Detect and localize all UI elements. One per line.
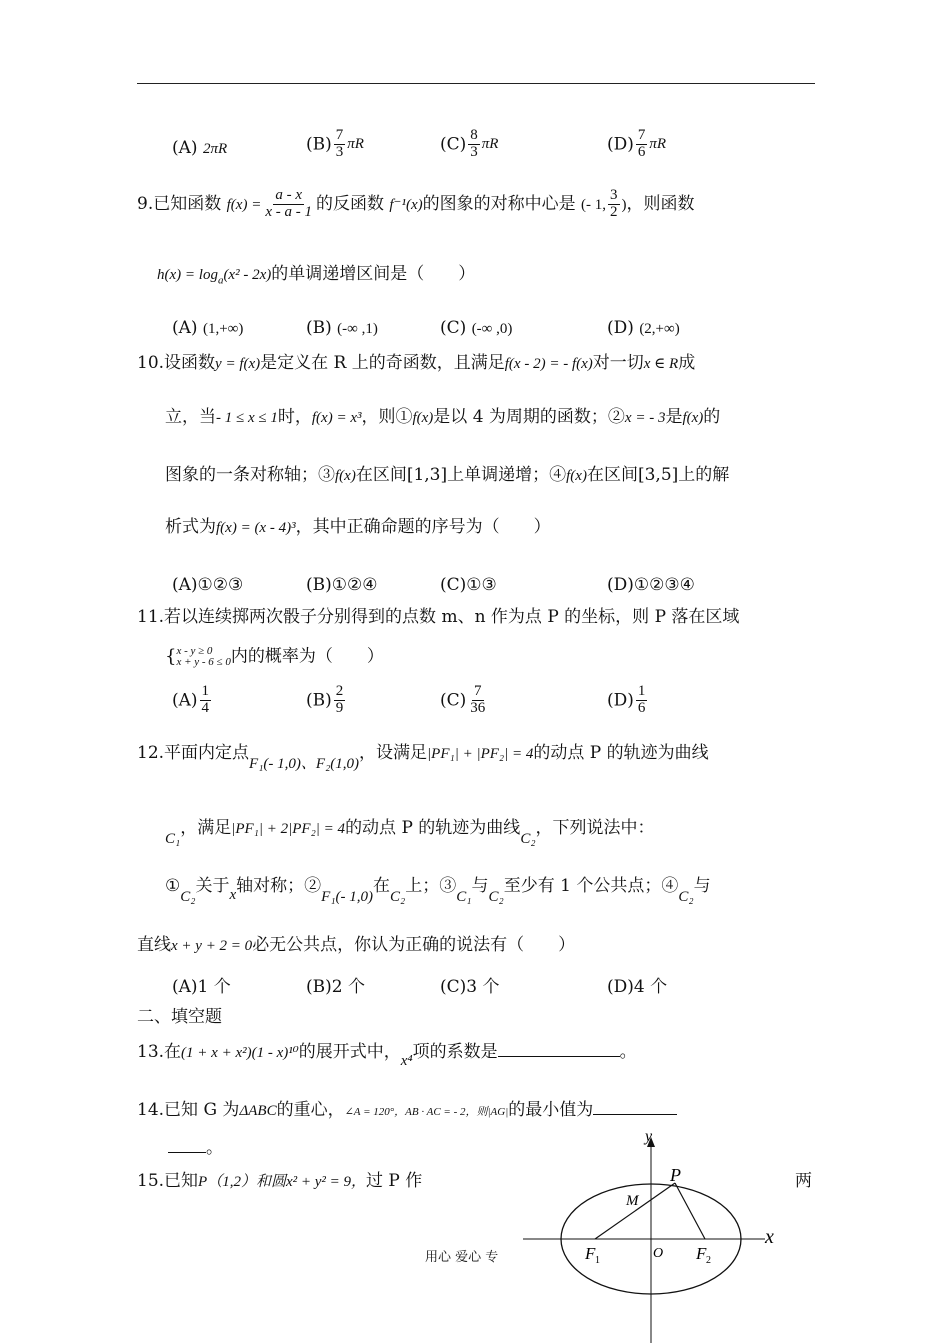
q12-option-c: (C)3 个	[440, 977, 500, 997]
q9-option-d: (D) (2,+∞)	[607, 318, 680, 338]
q15-line: 15.已知P（1,2）和圆x² + y² = 9，过 P 作	[137, 1171, 423, 1191]
ellipse-figure	[515, 1125, 785, 1344]
label-x: x	[765, 1226, 774, 1248]
q10-line-4: 析式为f(x) = (x - 4)³，其中正确命题的序号为（ ）	[165, 517, 551, 537]
label-f1: F	[585, 1244, 596, 1263]
label-f2-sub: 2	[706, 1255, 711, 1266]
q10-option-c: (C)①③	[440, 575, 497, 595]
q12-option-b: (B)2 个	[306, 977, 365, 997]
label-m: M	[626, 1193, 639, 1209]
q13-answer-blank[interactable]	[498, 1056, 620, 1057]
q14-answer-blank[interactable]	[593, 1114, 677, 1115]
q11-option-d: (D) $\frac{1}{6}$	[607, 683, 646, 716]
q12-line-1: 12.平面内定点F₁(- 1,0)、F₂(1,0)，设满足|PF₁| + |PF₂| = 4的动点 P 的轨迹为曲线	[137, 743, 709, 772]
q12-option-d: (D)4 个	[607, 977, 668, 997]
q10-line-2: 立，当- 1 ≤ x ≤ 1时，f(x) = x³，则①f(x)是以 4 为周期的函数；②x = - 3是f(x)的	[165, 407, 721, 427]
q10-line-1: 10.设函数y = f(x)是定义在 R 上的奇函数，且满足f(x - 2) = - f(x)对一切x ∈ R成	[137, 353, 696, 373]
header-rule	[137, 83, 815, 84]
q8-option-b: (B) $\frac{7}{3}$ πR	[306, 127, 364, 160]
q12-option-a: (A)1 个	[172, 977, 231, 997]
q10-option-a: (A)①②③	[172, 575, 244, 595]
q10-line-3: 图象的一条对称轴；③f(x)在区间[1,3]上单调递增；④f(x)在区间[3,5]上的解	[165, 465, 730, 485]
q14-line-1: 14.已知 G 为ΔABC的重心，∠A = 120°，AB · AC = - 2，则|AG|的最小值为	[137, 1100, 677, 1120]
q9-option-a: (A) (1,+∞)	[172, 318, 244, 338]
q9-option-c: (C) (-∞ ,0)	[440, 318, 513, 338]
q14-line-2: 。	[168, 1138, 223, 1158]
label-o: O	[653, 1246, 664, 1261]
label-p: P	[670, 1165, 681, 1185]
q15-line-end: 两	[795, 1171, 812, 1191]
q11-line-2: { x - y ≥ 0 x + y - 6 ≤ 0 内的概率为（ ）	[165, 645, 384, 668]
q8-option-a: (A) 2πR	[172, 138, 228, 158]
segment-p-f2	[675, 1183, 705, 1239]
q11-option-c: (C) $\frac{7}{36}$	[440, 683, 486, 716]
section-title: 二、填空题	[137, 1007, 222, 1027]
q8-option-d: (D) $\frac{7}{6}$ πR	[607, 127, 667, 160]
q8-option-c: (C) $\frac{8}{3}$ πR	[440, 127, 499, 160]
q10-option-d: (D)①②③④	[607, 575, 695, 595]
q11-line-1: 11.若以连续掷两次骰子分别得到的点数 m、n 作为点 P 的坐标，则 P 落在区域	[137, 607, 740, 627]
q10-option-b: (B)①②④	[306, 575, 378, 595]
label-y: y	[645, 1128, 653, 1145]
q9-option-b: (B) (-∞ ,1)	[306, 318, 378, 338]
label-f1-sub: 1	[595, 1255, 600, 1266]
q11-inequality-system: x - y ≥ 0 x + y - 6 ≤ 0	[176, 645, 231, 668]
q9-line-1: 9.已知函数 f(x) = $\frac{a - x}{x - a - 1}$ 的反函数 f⁻¹(x)的图象的对称中心是 (- 1, $\frac{3}{2}$ )，则函数	[137, 187, 695, 220]
q9-line-2: $h(x) = \log_a(x^2 - 2x)$的单调递增区间是（ ）	[157, 264, 476, 287]
label-f2: F	[696, 1244, 707, 1263]
q12-line-3: ①C₂关于x轴对称；②F₁(- 1,0)在C₂上；③C₁与C₂至少有 1 个公共点；④C₂与	[165, 876, 711, 905]
q14-answer-blank-cont[interactable]	[168, 1152, 206, 1153]
q11-option-a: (A) $\frac{1}{4}$	[172, 683, 210, 716]
footer-text: 用心 爱心 专	[425, 1250, 499, 1265]
q11-option-b: (B) $\frac{2}{9}$	[306, 683, 344, 716]
q13-line: 13.在(1 + x + x²)(1 - x)¹⁰的展开式中，x⁴项的系数是 。	[137, 1042, 637, 1069]
q12-line-4: 直线x + y + 2 = 0必无公共点，你认为正确的说法有（ ）	[137, 935, 576, 955]
q12-line-2: C₁，满足|PF₁| + 2|PF₂| = 4的动点 P 的轨迹为曲线C₂，下列说法中：	[165, 818, 655, 847]
